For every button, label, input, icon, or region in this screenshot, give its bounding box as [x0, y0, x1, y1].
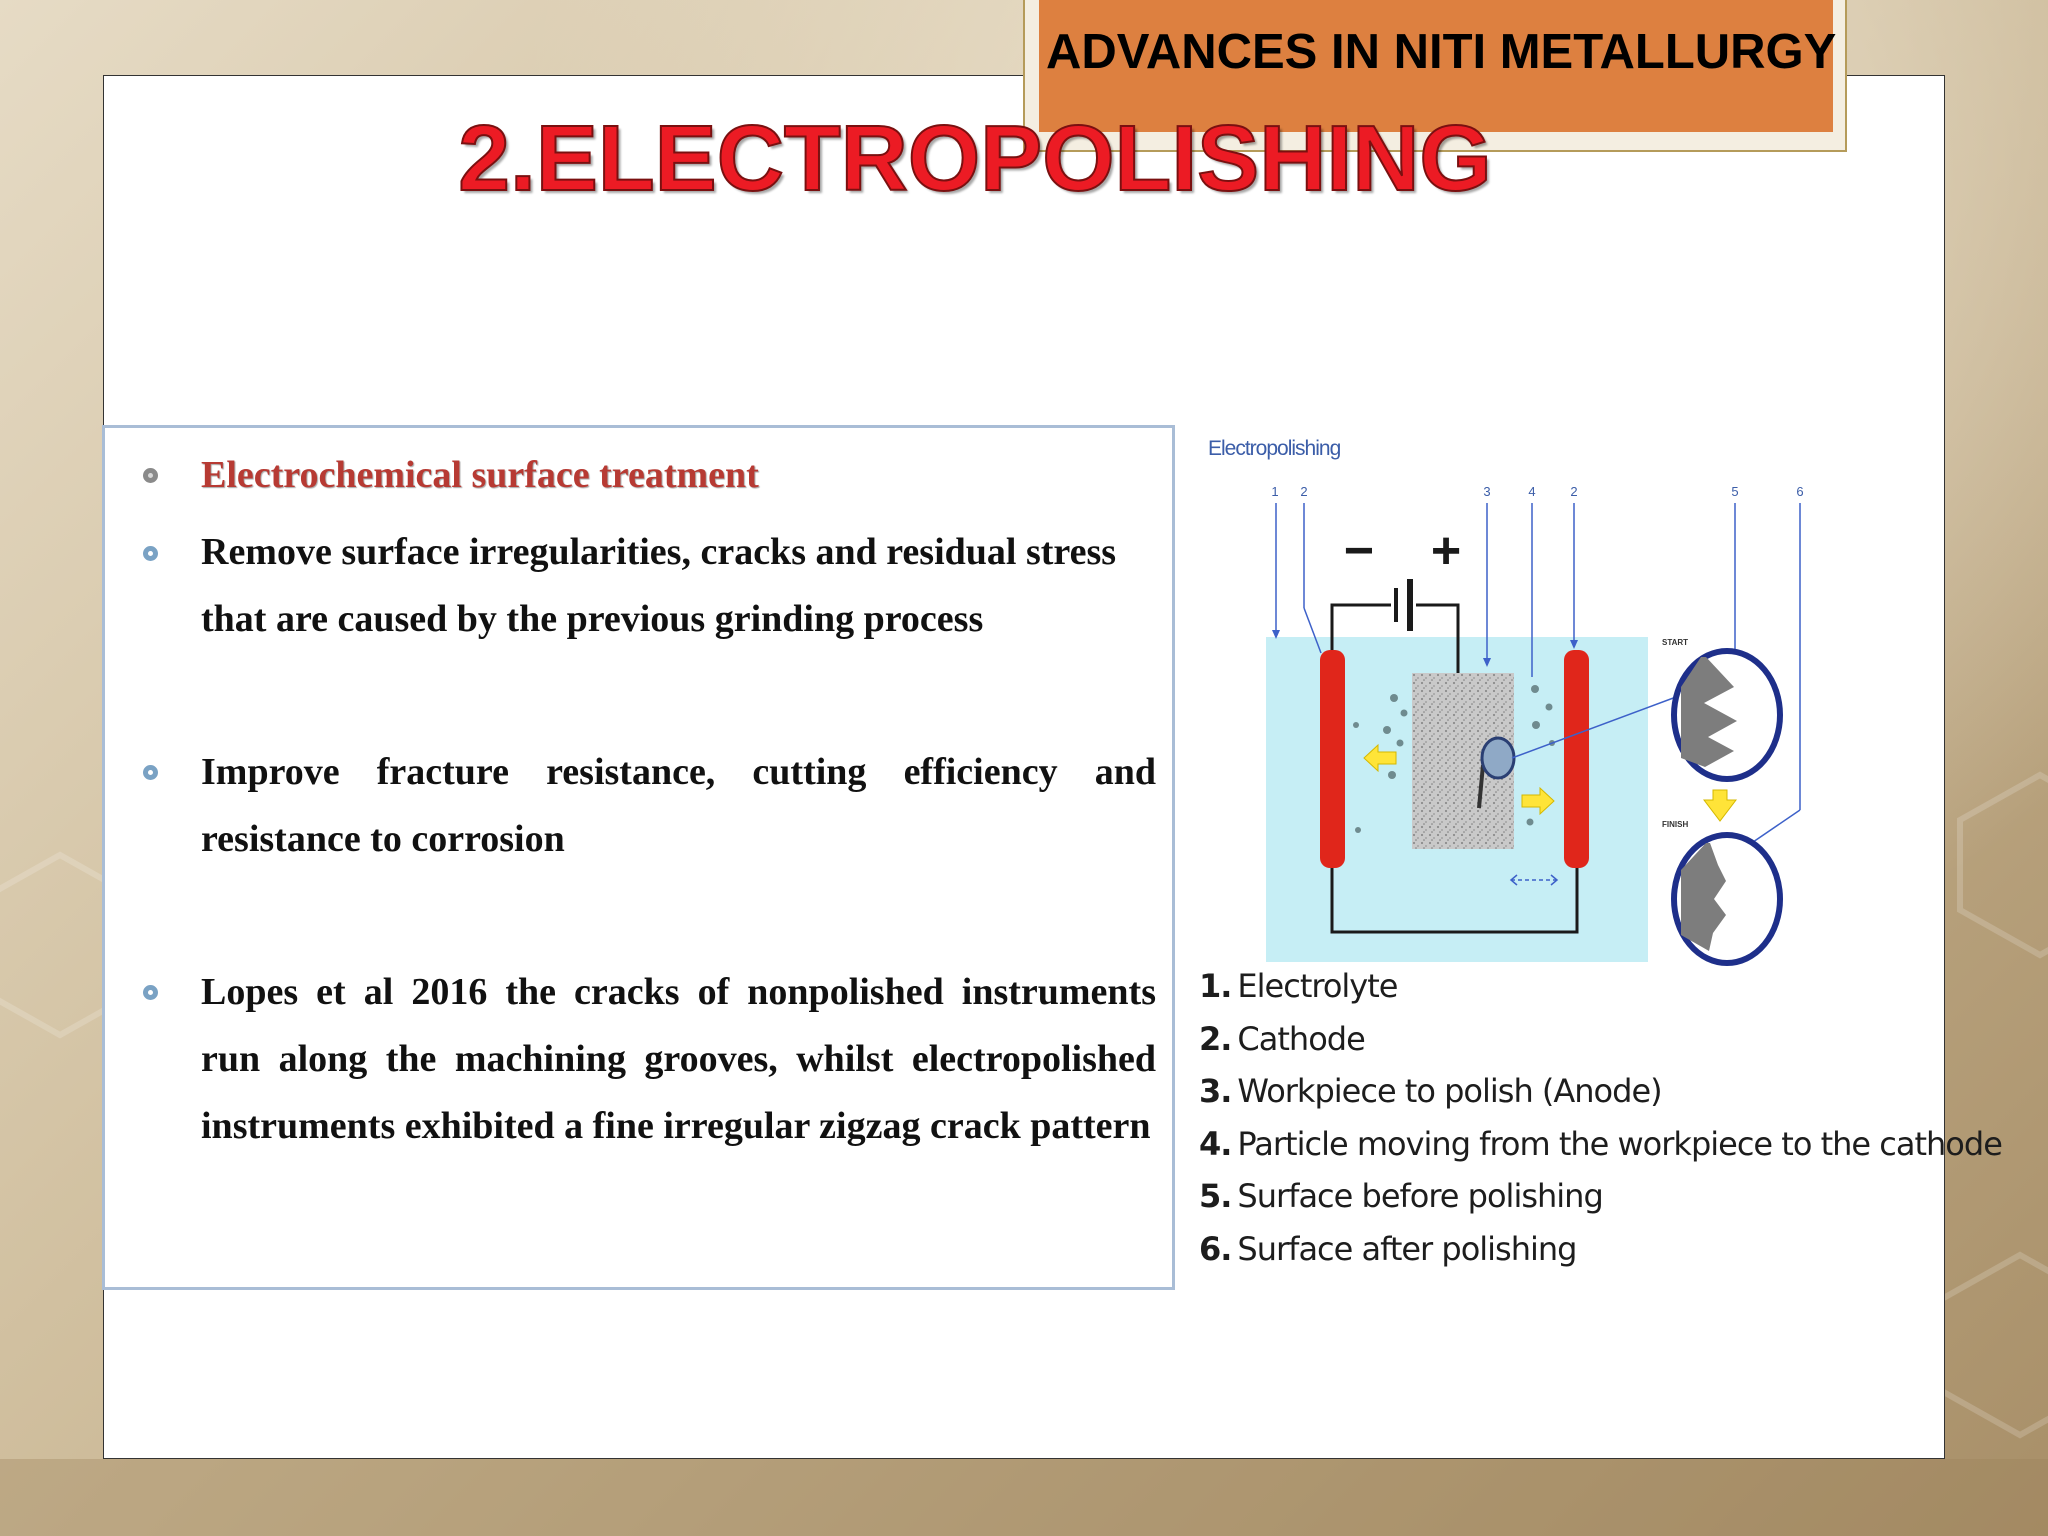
callout-number: 6 — [1796, 484, 1804, 499]
legend-number: 5. — [1199, 1177, 1232, 1215]
legend-text: Workpiece to polish (Anode) — [1237, 1072, 1662, 1110]
legend-text: Particle moving from the workpiece to the cathode — [1237, 1124, 2002, 1163]
bullet-heading-text: Electrochemical surface treatment — [201, 454, 759, 496]
cathode-right — [1564, 650, 1589, 868]
legend-number: 2. — [1199, 1019, 1232, 1058]
callout-number: 2 — [1300, 484, 1308, 499]
legend-text: Electrolyte — [1237, 967, 1398, 1005]
legend-item — [1199, 1170, 2002, 1223]
start-label: START — [1662, 638, 1689, 647]
arrow-down-icon — [1704, 790, 1736, 821]
surface-after-circle — [1674, 835, 1780, 963]
legend-item — [1199, 1223, 2002, 1276]
callout-number: 3 — [1483, 484, 1491, 499]
plus-sign: + — [1430, 522, 1462, 580]
minus-sign: − — [1343, 522, 1375, 580]
legend-item — [1199, 1118, 2002, 1171]
bullet-circle-icon — [143, 765, 158, 780]
legend-number: 4. — [1199, 1124, 1232, 1163]
legend-item — [1199, 1013, 2002, 1066]
bullet-text: Improve fracture resistance, cutting efficiency and resistance to corrosion — [201, 751, 1156, 860]
legend-item — [1199, 1065, 2002, 1118]
legend-number: 3. — [1199, 1072, 1232, 1110]
diagram-legend — [1199, 960, 2002, 1275]
callout-number: 4 — [1528, 484, 1536, 499]
bullet-text: Remove surface irregularities, cracks and residual stress that are caused by the previous grinding process — [201, 531, 1117, 640]
slide-title: 2.ELECTROPOLISHING — [458, 106, 1492, 210]
bullet-text: Lopes et al 2016 the cracks of nonpolished instruments run along the machining grooves, whilst electropolished instruments exhibited a fine irregular zigzag crack pattern — [201, 971, 1156, 1147]
bullet-circle-icon — [143, 546, 158, 561]
callout-number: 5 — [1731, 484, 1739, 499]
legend-number: 6. — [1199, 1229, 1232, 1268]
surface-before-circle — [1674, 651, 1780, 779]
diagram-title: Electropolishing — [1208, 437, 1341, 460]
legend-number: 1. — [1199, 967, 1232, 1005]
legend-text: Surface after polishing — [1237, 1229, 1577, 1268]
callout-number: 2 — [1570, 484, 1578, 499]
banner-title: ADVANCES IN NITI METALLURGY — [1046, 25, 1837, 79]
legend-text: Cathode — [1237, 1019, 1365, 1058]
legend-item — [1199, 960, 2002, 1013]
callout-number: 1 — [1271, 484, 1279, 499]
cathode-left — [1320, 650, 1345, 868]
bullet-circle-icon — [143, 468, 158, 483]
finish-label: FINISH — [1662, 820, 1689, 829]
bullet-circle-icon — [143, 985, 158, 1000]
content-box — [102, 425, 1175, 1290]
battery-icon — [1396, 579, 1410, 631]
legend-text: Surface before polishing — [1237, 1177, 1603, 1215]
